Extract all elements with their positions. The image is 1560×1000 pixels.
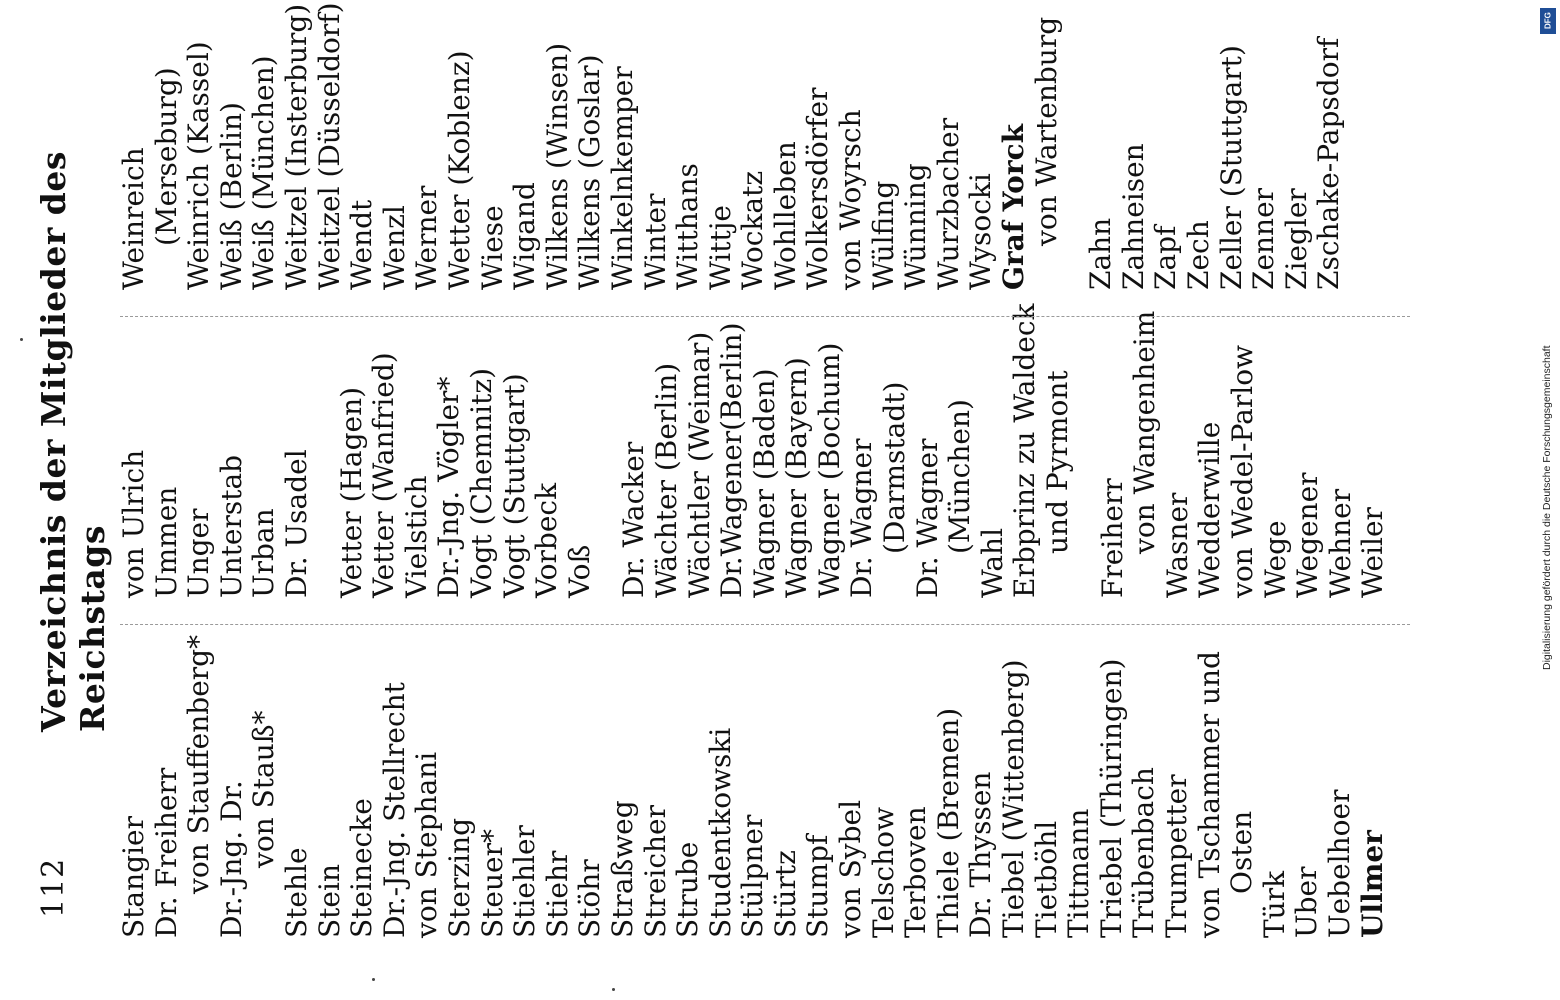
member-entry: Steinecke <box>345 798 379 938</box>
member-entry: Streicher <box>638 804 672 938</box>
member-entry: Wittje <box>703 205 737 290</box>
member-entry: Zech <box>1182 220 1215 290</box>
member-entry: von Tschammer und <box>1192 651 1226 938</box>
member-entry: Dr. Wacker <box>617 441 651 598</box>
member-entry: Wagner (Bochum) <box>812 342 846 598</box>
member-entry: Vorbeck <box>530 482 564 598</box>
member-entry: Stangier <box>117 816 150 938</box>
member-entry: Wächtler (Weimar) <box>682 331 716 598</box>
member-entry: Wiese <box>475 205 509 290</box>
member-entry: Wetter (Koblenz) <box>442 50 476 290</box>
member-entry: Unterstab <box>214 454 248 598</box>
member-entry: Stiehler <box>508 825 542 938</box>
page-number: 112 <box>36 857 71 918</box>
member-entry: (Darmstadt) <box>878 381 912 554</box>
member-entry: Weitzel (Insterburg) <box>279 3 313 290</box>
member-entry: (München) <box>943 399 977 554</box>
member-entry: Freiherr <box>1095 478 1129 598</box>
member-entry: Dr. Freiherr <box>149 767 183 938</box>
member-entry: Wülfing <box>866 180 900 290</box>
member-entry: Weinreich <box>117 147 150 290</box>
member-entry: Studentkowski <box>703 727 737 938</box>
member-entry: Wohlleben <box>768 141 802 290</box>
dfg-logo: DFG <box>1540 8 1556 34</box>
member-entry: Zenner <box>1247 187 1281 290</box>
member-entry: Wächter (Berlin) <box>649 362 683 598</box>
member-entry: Dr.-Jng. Dr. <box>214 780 248 938</box>
member-entry: Ummen <box>149 486 183 598</box>
member-entry: Urban <box>247 508 281 598</box>
member-entry: Dr. Wagner <box>845 438 879 598</box>
member-entry: Vielstich <box>399 475 433 598</box>
member-entry: von Woyrsch <box>834 109 868 290</box>
member-entry: Wenzl <box>377 205 411 290</box>
member-entry: Wendt <box>345 199 379 290</box>
member-entry: Stiehr <box>540 850 574 938</box>
member-entry: von Ulrich <box>117 449 150 598</box>
member-entry: Tittmann <box>1062 808 1096 938</box>
member-entry: Vetter (Hagen) <box>334 386 368 598</box>
member-entry: Uber <box>1290 866 1324 938</box>
member-entry: Tietböhl <box>1029 820 1063 938</box>
member-entry: Voß <box>562 544 596 598</box>
member-entry: Wagner (Baden) <box>747 368 781 598</box>
member-entry: von Sybel <box>834 799 868 938</box>
member-entry: Türk <box>1257 870 1291 938</box>
member-entry: Strube <box>671 841 705 938</box>
member-entry: Thiele (Bremen) <box>931 707 965 938</box>
member-entry: Zeller (Stuttgart) <box>1214 45 1248 290</box>
member-entry: Sterzing <box>442 817 476 938</box>
member-entry: Trübenbach <box>1127 767 1161 938</box>
member-entry: Wedderwille <box>1193 421 1227 598</box>
member-entry: Straßweg <box>605 800 639 938</box>
member-entry: Telschow <box>866 807 900 938</box>
member-entry: von Stephani <box>410 751 444 938</box>
member-entry: Wigand <box>508 182 542 290</box>
scan-speck <box>612 988 615 991</box>
member-entry: Winter <box>638 193 672 290</box>
member-entry: Stehle <box>279 847 313 938</box>
member-entry: Wolkersdörfer <box>801 87 835 290</box>
member-entry: Stürtz <box>768 850 802 938</box>
member-entry: Weiler <box>1356 507 1390 598</box>
running-title: Verzeichnis der Mitglieder des Reichstags <box>34 151 112 732</box>
member-entry: Wockatz <box>736 170 770 290</box>
member-entry: (Merseburg) <box>149 67 183 246</box>
member-entry: Zahneisen <box>1116 143 1150 290</box>
member-entry: Wasner <box>1160 492 1194 598</box>
member-entry: Dr. Thyssen <box>964 771 998 938</box>
member-entry: Ziegler <box>1279 188 1313 290</box>
member-entry: Dr. Usadel <box>279 449 313 598</box>
member-entry: Tiebel (Wittenberg) <box>997 659 1031 938</box>
member-entry: von Wangenheim <box>1128 310 1162 554</box>
member-entry: Wege <box>1258 520 1292 598</box>
scan-speck <box>20 338 23 341</box>
member-entry: Weiß (Berlin) <box>214 102 248 290</box>
member-entry: von Wedel-Parlow <box>1226 344 1259 598</box>
member-column-1 <box>118 628 1389 938</box>
member-entry: von Wartenburg <box>1029 16 1063 246</box>
member-entry: Wysocki <box>964 173 998 290</box>
column-divider <box>120 624 1410 625</box>
member-column-2 <box>118 288 1390 598</box>
member-entry: Wünning <box>899 163 933 290</box>
member-entry: Werner <box>410 185 444 290</box>
member-entry: Vogt (Stuttgart) <box>497 373 531 598</box>
dfg-attribution-strip <box>1537 0 1559 1000</box>
member-entry: Osten <box>1225 810 1259 894</box>
member-entry: Wilkens (Winsen) <box>540 42 574 290</box>
member-entry: Uebelhoer <box>1322 789 1356 938</box>
member-entry: Weiß (München) <box>247 55 281 290</box>
member-entry: Zapf <box>1149 225 1183 290</box>
member-entry: Dr.-Jng. Stellrecht <box>377 682 411 938</box>
member-entry: Dr.Wagener(Berlin) <box>715 322 749 598</box>
member-entry: Zahn <box>1084 217 1118 290</box>
member-entry: Wahl <box>975 527 1009 598</box>
member-entry: Dr.-Jng. Vögler* <box>432 376 466 598</box>
member-entry: Stöhr <box>573 859 607 938</box>
member-entry: Stumpf <box>801 834 835 938</box>
member-entry: Triebel (Thüringen) <box>1094 658 1128 938</box>
member-entry: Wurzbacher <box>931 117 965 290</box>
member-entry: von Stauß* <box>247 710 281 868</box>
member-entry: Wegener <box>1291 472 1325 598</box>
member-entry: Witthans <box>671 163 705 290</box>
member-entry: Vogt (Chemnitz) <box>464 367 498 598</box>
page-header <box>30 0 112 1000</box>
member-entry: Vetter (Wanfried) <box>367 352 401 598</box>
member-entry: Stülpner <box>736 814 770 938</box>
member-entry: Weitzel (Düsseldorf) <box>312 2 346 290</box>
member-entry: Wilkens (Goslar) <box>573 54 607 290</box>
member-entry: Terboven <box>899 806 933 938</box>
member-entry: Weinrich (Kassel) <box>182 41 216 290</box>
member-entry: Graf Yorck <box>997 123 1031 290</box>
member-entry: Stein <box>312 864 346 938</box>
member-entry: Unger <box>182 508 216 598</box>
member-entry: von Stauffenberg* <box>182 634 216 894</box>
member-entry: Winkelnkemper <box>605 66 639 290</box>
scan-speck <box>372 978 375 981</box>
member-column-3 <box>118 0 1346 290</box>
member-entry: Erbprinz zu Waldeck <box>1008 303 1042 598</box>
member-entry: Wehner <box>1323 488 1357 598</box>
member-entry: Trumpetter <box>1160 774 1193 938</box>
dfg-attribution-text: Digitalisierung gefördert durch die Deutsche Forschungsgemeinschaft <box>1541 345 1553 670</box>
member-entry: Dr. Wagner <box>910 438 944 598</box>
member-entry: Steuer* <box>475 829 509 938</box>
member-entry: Zschake-Papsdorf <box>1312 37 1346 290</box>
column-divider <box>120 316 1410 317</box>
member-entry: Ullmer <box>1355 830 1389 938</box>
member-entry: Wagner (Bayern) <box>780 357 814 598</box>
member-entry: und Pyrmont <box>1041 370 1075 554</box>
